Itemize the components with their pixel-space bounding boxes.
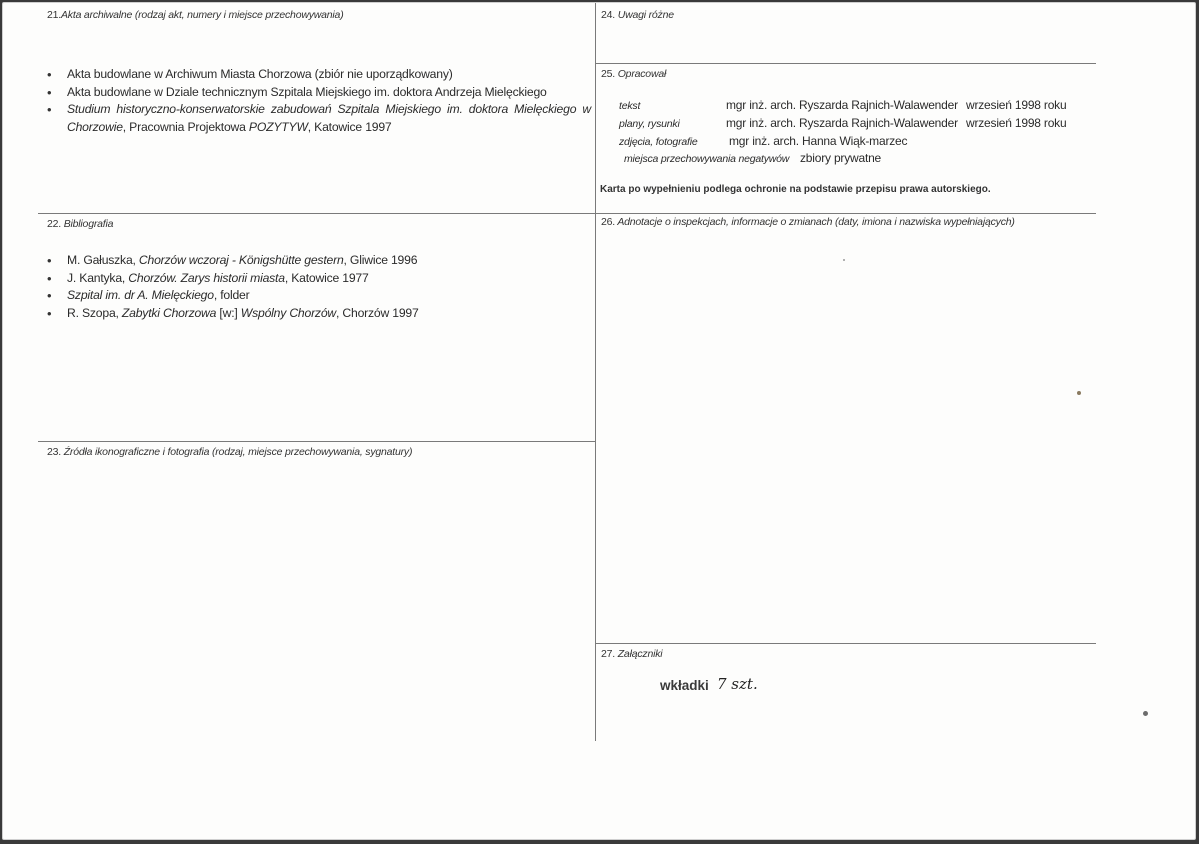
item-text: , Katowice 1977: [284, 270, 369, 285]
list-item: [43, 270, 593, 288]
row-author: mgr inż. arch. Ryszarda Rajnich-Walawender: [726, 98, 958, 112]
section-27-label: Załączniki: [617, 648, 663, 660]
section-21-label: Akta archiwalne (rodzaj akt, numery i miejsce przechowywania): [61, 9, 344, 21]
divider-26-27: [596, 643, 1096, 644]
section-24-number: 24.: [601, 9, 615, 21]
section-21-header: [47, 9, 344, 21]
row-label: miejsca przechowywania negatywów: [624, 153, 790, 165]
item-text: J. Kantyka,: [67, 270, 129, 285]
row-author: zbiory prywatne: [800, 151, 882, 165]
item-text: , Katowice 1997: [307, 119, 392, 134]
item-text: Akta budowlane w Archiwum Miasta Chorzowa (zbiór nie uporządkowany): [67, 67, 453, 81]
item-title: Szpital im. dr A. Mielęckiego: [67, 288, 214, 302]
divider-25-26: [596, 213, 1096, 214]
row-author: mgr inż. arch. Hanna Wiąk-marzec: [729, 134, 908, 148]
list-item: [43, 252, 593, 270]
bibliography-list: [43, 252, 593, 322]
item-text: , folder: [213, 288, 250, 302]
author-row-photos-who: [729, 134, 907, 148]
author-row-text: [619, 98, 640, 112]
item-text: , Gliwice 1996: [343, 253, 418, 267]
section-26-label: Adnotacje o inspekcjach, informacje o zmianach (daty, imiona i nazwiska wypełniających): [617, 216, 1015, 228]
author-row-plans-who: [726, 116, 958, 130]
attachments-stamp: wkładki: [660, 678, 709, 693]
item-text: , Pracownia Projektowa: [122, 119, 249, 134]
row-label: zdjęcia, fotografie: [619, 136, 698, 148]
item-title: Chorzów. Zarys historii miasta: [128, 270, 285, 285]
row-label: tekst: [619, 100, 641, 112]
section-24-header: [601, 9, 674, 21]
item-title: Wspólny Chorzów: [240, 305, 337, 320]
row-date: wrzesień 1998 roku: [966, 98, 1067, 112]
item-title: Zabytki Chorzowa: [121, 305, 217, 320]
scan-speck: [1077, 391, 1081, 395]
attachments-handwriting: 7 szt.: [717, 675, 758, 693]
scan-speck: [1143, 711, 1148, 716]
author-row-negatives: [624, 151, 789, 165]
section-23-label: Źródła ikonograficzne i fotografia (rodzaj, miejsce przechowywania, sygnatury): [63, 446, 413, 458]
item-title: Studium historyczno-konserwatorskie zabudowań Szpitala Miejskiego im. doktora Mielęckiego w Chorzowie: [67, 102, 591, 134]
list-item: [43, 84, 593, 102]
item-title: Chorzów wczoraj - Königshütte gestern: [138, 253, 344, 267]
section-26-number: 26.: [601, 216, 615, 228]
divider-24-25: [596, 63, 1096, 64]
section-25-label: Opracował: [617, 68, 667, 80]
section-23-number: 23.: [47, 446, 61, 458]
section-23-header: [47, 446, 412, 458]
item-text: , Chorzów 1997: [336, 305, 419, 320]
list-item: [43, 305, 593, 323]
list-item: [43, 287, 593, 305]
archive-list: [43, 66, 593, 136]
section-26-header: [601, 216, 1015, 228]
section-24-label: Uwagi różne: [617, 9, 674, 21]
list-item: [43, 101, 593, 136]
author-row-text-when: [966, 98, 1066, 112]
author-row-plans: [619, 116, 680, 130]
section-27-number: 27.: [601, 648, 615, 660]
item-text: M. Gałuszka,: [67, 253, 139, 267]
section-22-number: 22.: [47, 218, 61, 230]
section-25-header: [601, 68, 666, 80]
section-27-header: [601, 648, 662, 660]
divider-22-23: [38, 441, 595, 442]
author-row-photos: [619, 134, 698, 148]
divider-21-22: [38, 213, 595, 214]
author-row-text-who: [726, 98, 958, 112]
item-text: Akta budowlane w Dziale technicznym Szpitala Miejskiego im. doktora Andrzeja Mielęckiego: [67, 84, 547, 99]
author-row-negatives-who: [800, 151, 881, 165]
item-title: POZYTYW: [248, 119, 308, 134]
section-21-number: 21.: [47, 9, 61, 21]
row-author: mgr inż. arch. Ryszarda Rajnich-Walawender: [726, 116, 958, 130]
copyright-note: Karta po wypełnieniu podlega ochronie na podstawie przepisu prawa autorskiego.: [600, 184, 991, 195]
section-22-label: Bibliografia: [63, 218, 114, 230]
scan-speck: [843, 259, 845, 261]
author-row-plans-when: [966, 116, 1066, 130]
item-text: [w:]: [216, 305, 241, 320]
section-22-header: [47, 218, 113, 230]
row-label: plany, rysunki: [619, 118, 680, 130]
vertical-divider: [595, 3, 596, 741]
list-item: [43, 66, 593, 84]
item-text: R. Szopa,: [67, 305, 122, 320]
record-card: [2, 2, 1196, 840]
row-date: wrzesień 1998 roku: [966, 116, 1067, 130]
section-25-number: 25.: [601, 68, 615, 80]
